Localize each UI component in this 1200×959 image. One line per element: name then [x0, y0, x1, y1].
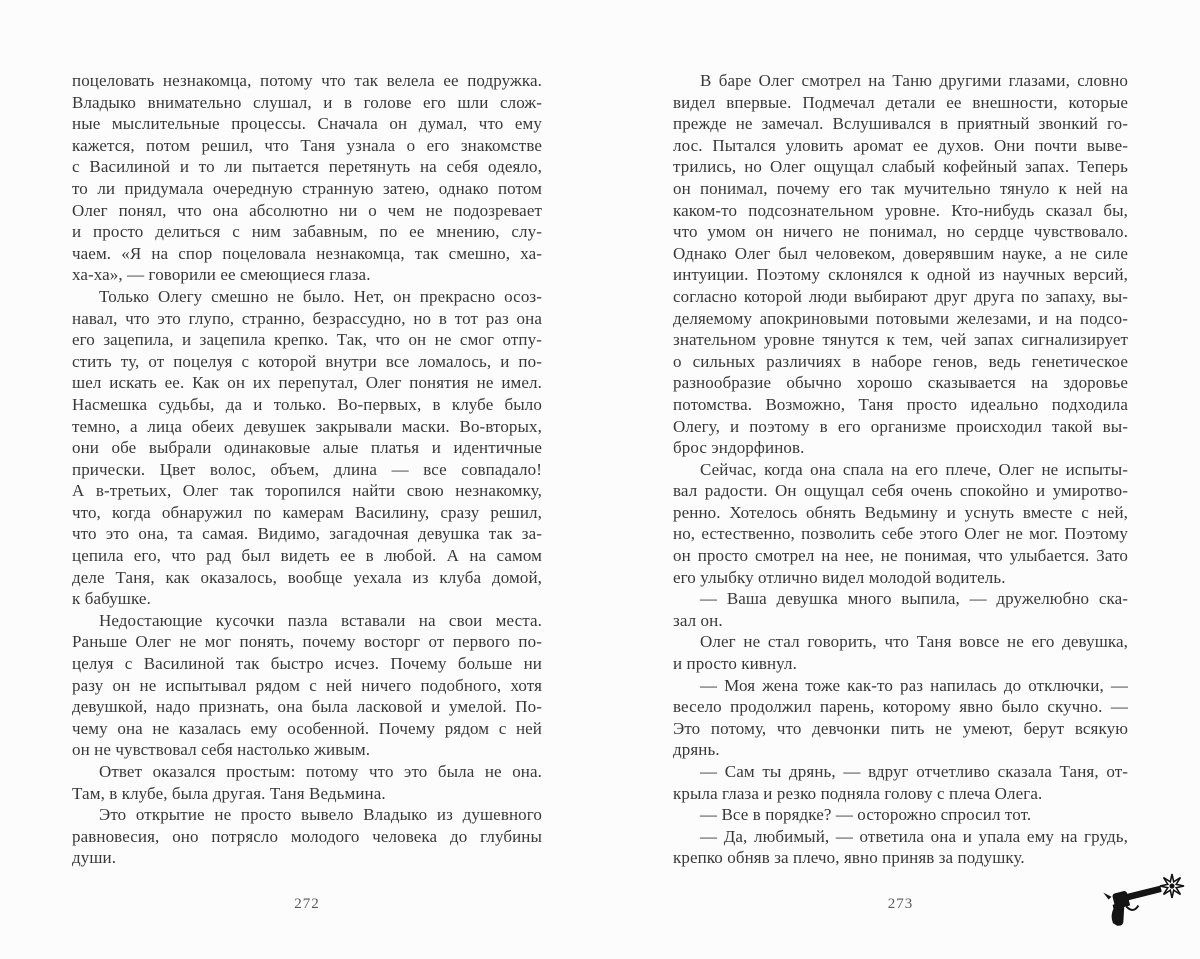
text-line: то ли придумала очередную странную затею, однако потом	[72, 178, 542, 198]
text-line: зал он.	[673, 610, 723, 630]
right-page-number: 273	[887, 896, 914, 912]
text-line: каком-то подсознательном уровне. Кто-нибудь сказал бы,	[673, 200, 1128, 220]
text-line: разнообразие обычно хорошо сказывается на здоровье	[673, 373, 1128, 393]
text-line: что умом он ничего не понимал, но сердце чувствовало.	[673, 222, 1128, 242]
text-line: деляемому апокриновыми потовыми железами, и на подсо-	[673, 308, 1128, 328]
text-line: ренно. Хотелось обнять Ведьмину и уснуть вместе с ней,	[673, 502, 1128, 522]
text-line: Олег понял, что она абсолютно ни о чем не подозревает	[72, 200, 542, 220]
text-line: — Ваша девушка много выпила, — дружелюбно ска-	[700, 589, 1128, 609]
paragraph	[673, 588, 1128, 631]
text-line: к бабушке.	[72, 589, 151, 609]
paragraph	[72, 804, 542, 869]
left-page-text	[72, 70, 542, 869]
text-line: Олегу, и поэтому в его организме происходил такой вы-	[673, 416, 1128, 436]
text-line: навал, что это глупо, странно, безрассудно, но в тот раз она	[72, 308, 542, 328]
text-line: Однако Олег был человеком, доверявшим науке, а не силе	[673, 243, 1128, 263]
text-line: видел впервые. Подмечал детали ее внешности, которые	[673, 92, 1128, 112]
text-line: поцеловать незнакомца, потому что так велела ее подружка.	[72, 71, 542, 90]
text-line: В баре Олег смотрел на Таню другими глазами, словно	[700, 71, 1128, 90]
text-line: прежде не замечал. Вслушивался в приятный звонкий го-	[673, 114, 1128, 134]
text-line: А в-третьих, Олег так торопился найти свою незнакомку,	[72, 481, 542, 501]
text-line: что это она, та самая. Видимо, загадочная девушка так за-	[72, 524, 542, 544]
text-line: шел искать ее. Как он их перепутал, Олег понятия не имел.	[72, 373, 542, 393]
right-page	[673, 70, 1128, 936]
text-line: стить ту, от поцелуя с которой внутри все ломалось, и по-	[72, 351, 542, 371]
left-page	[72, 70, 542, 936]
paragraph	[72, 70, 542, 286]
text-line: кажется, потом решил, что Таня узнала о его знакомстве	[72, 135, 542, 155]
text-line: лос. Пытался уловить аромат ее духов. Они почти выве-	[673, 135, 1128, 155]
paragraph	[673, 804, 1128, 826]
text-line: девушкой, надо признать, она была ласковой и умелой. По-	[72, 697, 542, 717]
text-line: о сильных различиях в наборе генов, ведь генетическое	[673, 351, 1128, 371]
text-line: души.	[72, 848, 117, 868]
text-line: крыла глаза и резко подняла голову с плеча Олега.	[673, 783, 1043, 803]
text-line: ха-ха», — говорили ее смеющиеся глаза.	[72, 265, 371, 285]
text-line: его зацепила, и зацепила крепко. Так, что он не смог отпу-	[72, 330, 542, 350]
text-line: весело продолжил парень, которому явно было скучно. —	[673, 697, 1128, 717]
text-line: деле Таня, как оказалось, вообще уехала из клуба домой,	[72, 567, 542, 587]
text-line: крепко обняв за плечо, явно приняв за подушку.	[673, 848, 1025, 868]
paragraph	[72, 610, 542, 761]
text-line: ные мыслительные процессы. Сначала он думал, что ему	[72, 114, 542, 134]
text-line: знательном уровне тянутся к тем, чей запах сигнализирует	[673, 330, 1128, 350]
paragraph	[673, 459, 1128, 589]
text-line: он понимал, почему его так мучительно тянуло к ней на	[673, 178, 1128, 198]
paragraph	[72, 761, 542, 804]
paragraph	[72, 286, 542, 610]
text-line: чаем. «Я на спор поцеловала незнакомца, так смешно, ха-	[72, 243, 542, 263]
text-line: Ответ оказался простым: потому что это была не она.	[99, 762, 542, 781]
text-line: Раньше Олег не мог понять, почему восторг от первого по-	[72, 632, 542, 652]
text-line: Недостающие кусочки пазла вставали на свои места.	[99, 610, 542, 630]
text-line: цепила его, что рад был видеть ее в любой. А на самом	[72, 546, 542, 566]
paragraph	[673, 631, 1128, 674]
text-line: дрянь.	[673, 740, 720, 760]
text-line: брос эндорфинов.	[673, 438, 805, 458]
text-line: но, естественно, позволить себе этого Олег не мог. Поэтому	[673, 524, 1128, 544]
text-line: Это потому, что девчонки пить не умеют, берут всякую	[673, 718, 1128, 738]
paragraph	[673, 70, 1128, 459]
revolver-firing-icon	[1096, 872, 1188, 930]
text-line: Только Олегу смешно не было. Нет, он прекрасно осоз-	[99, 286, 542, 306]
paragraph	[673, 826, 1128, 869]
text-line: — Все в порядке? — осторожно спросил тот.	[700, 805, 1032, 825]
text-line: Олег не стал говорить, что Таня вовсе не его девушка,	[700, 632, 1128, 652]
text-line: он не чувствовал себя настолько живым.	[72, 740, 371, 760]
paragraph	[673, 675, 1128, 761]
text-line: и просто делиться с ним забавным, по ее мнению, слу-	[72, 222, 542, 242]
text-line: Это открытие не просто вывело Владыко из душевного	[99, 805, 542, 825]
text-line: прически. Цвет волос, объем, длина — все совпадало!	[72, 459, 542, 479]
text-line: интуиции. Поэтому склонялся к одной из научных версий,	[673, 265, 1128, 285]
text-line: равновесия, оно потрясло молодого человека до глубины	[72, 826, 542, 846]
text-line: его улыбку отлично видел молодой водитель.	[673, 567, 1006, 587]
text-line: Сейчас, когда она спала на его плече, Олег не испыты-	[700, 459, 1128, 479]
text-line: с Василиной и то ли пытается перетянуть на себя одеяло,	[72, 157, 542, 177]
text-line: Там, в клубе, была другая. Таня Ведьмина.	[72, 783, 386, 803]
paragraph	[673, 761, 1128, 804]
text-line: темно, а лица обеих девушек закрывали маски. Во-вторых,	[72, 416, 542, 436]
text-line: они обе выбрали одинаковые алые платья и идентичные	[72, 438, 542, 458]
left-page-number: 272	[294, 896, 320, 912]
text-line: Владыко внимательно слушал, и в голове его шли слож-	[72, 92, 542, 112]
right-page-text	[673, 70, 1128, 869]
text-line: Насмешка судьбы, да и только. Во-первых, в клубе было	[72, 394, 542, 414]
text-line: чему она не казалась ему особенной. Почему рядом с ней	[72, 718, 542, 738]
text-line: и просто кивнул.	[673, 654, 797, 674]
text-line: разу он не испытывал рядом с ней ничего подобного, хотя	[72, 675, 542, 695]
text-line: трились, но Олег ощущал слабый кофейный запах. Теперь	[673, 157, 1128, 177]
text-line: потомства. Возможно, Таня просто идеально подходила	[673, 394, 1128, 414]
text-line: целуя с Василиной так быстро исчез. Почему больше ни	[72, 654, 542, 674]
text-line: — Сам ты дрянь, — вдруг отчетливо сказала Таня, от-	[700, 762, 1128, 781]
text-line: вал радости. Он ощущал себя очень спокойно и умиротво-	[673, 481, 1128, 501]
text-line: — Да, любимый, — ответила она и упала ему на грудь,	[700, 826, 1128, 846]
text-line: согласно которой люди выбирают друг друга по запаху, вы-	[673, 286, 1128, 306]
text-line: он просто смотрел на нее, не понимая, что улыбается. Зато	[673, 546, 1128, 566]
text-line: что, когда обнаружил по камерам Василину, сразу решил,	[72, 502, 542, 522]
text-line: — Моя жена тоже как-то раз напилась до отключки, —	[700, 675, 1128, 695]
